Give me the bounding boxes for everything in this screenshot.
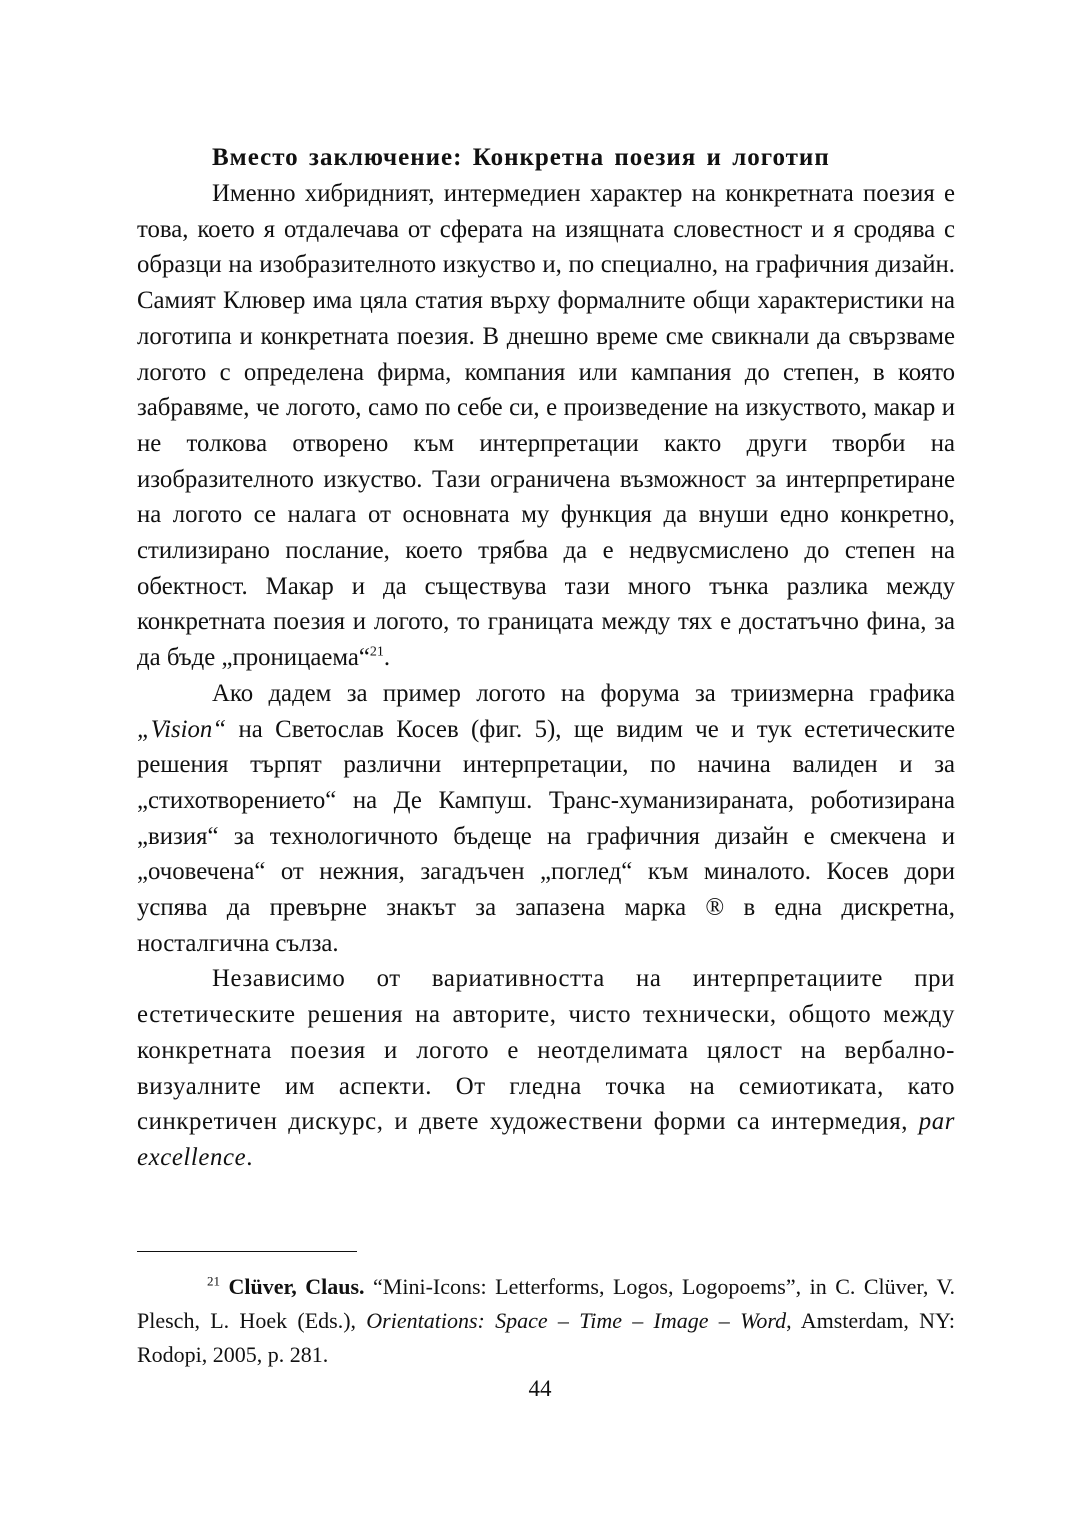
par-excellence: par excellence [137,1108,955,1171]
paragraph-3-text: Независимо от вариативността на интерпретациите при естетическите решения на авторите, чисто технически, общото между конкретната поезия и логото е неотделимата цялост на вербално-визуалните им аспекти. От гледна точка на семиотиката, като синкретичен дискурс, и двете художествени форми са интермедия, [137,965,955,1136]
paragraph-2-lead: Ако дадем за пример логото на форума за триизмерна графика [212,679,955,707]
body-text [137,176,955,1176]
footnote-divider [137,1251,357,1252]
paragraph-3-end: . [246,1143,254,1171]
footnote-number: 21 [207,1273,220,1289]
paragraph-1-text: Именно хибридният, интермедиен характер на конкретната поезия е това, което я отдалечава от сферата на изящната словестност и я сродява с образци на изобразителното изкуство и, по специално, на графичния дизайн. Самият Клювер има цяла статия върху формалните общи характеристики на логотипа и конкретната поезия. В днешно време сме свикнали да свързваме логото с определена фирма, компания или кампания до степен, в която забравяме, че логото, само по себе си, е произведение на изкуството, макар и не толкова отворено към интерпретации както други творби на изобразителното изкуство. Тази ограничена възможност за интерпретиране на логото се налага от основната му функция да внуши едно конкретно, стилизирано послание, което трябва да е недвусмислено до степен на обектност. Макар и да съществува тази много тънка разлика между конкретната поезия и логото, то границата между тях е достатъчно фина, за да бъде „проницаема“ [137,180,955,672]
section-heading: Вместо заключение: Конкретна поезия и логотип [212,144,830,171]
footnote-title: “Mini-Icons: Letterforms, Logos, Logopoems”, in C. Clüver, V. Plesch, L. Hoek (Eds.), [137,1274,955,1333]
footnote-book-title: Orientations: Space – Time – Image – Word [366,1308,787,1333]
page-number: 44 [528,1376,552,1401]
paragraph-1-end: . [383,644,391,672]
footnote-publisher: , Amsterdam, NY: Rodopi, 2005, p. 281. [137,1308,955,1367]
footnote [137,1270,955,1372]
paragraph-1 [137,176,955,676]
footnote-author: Clüver, Claus. [228,1274,365,1299]
vision-title: „Vision“ [137,715,227,743]
paragraph-2 [137,676,955,962]
page-content [137,140,955,1176]
paragraph-3 [137,961,955,1175]
footnote-reference[interactable]: 21 [369,644,384,660]
paragraph-2-rest: на Светослав Косев (фиг. 5), ще видим че и тук естетическите решения търпят различни интерпретации, по начина валиден и за „стихотворението“ на Де Кампуш. Транс-хуманизираната, роботизирана „визия“ за технологичното бъдеще на графичния дизайн е смекчена и „очовечена“ от нежния, загадъчен „поглед“ към миналото. Косев дори успява да превърне знакът за запазена марка ® в една дискретна, носталгична сълза. [137,715,955,957]
